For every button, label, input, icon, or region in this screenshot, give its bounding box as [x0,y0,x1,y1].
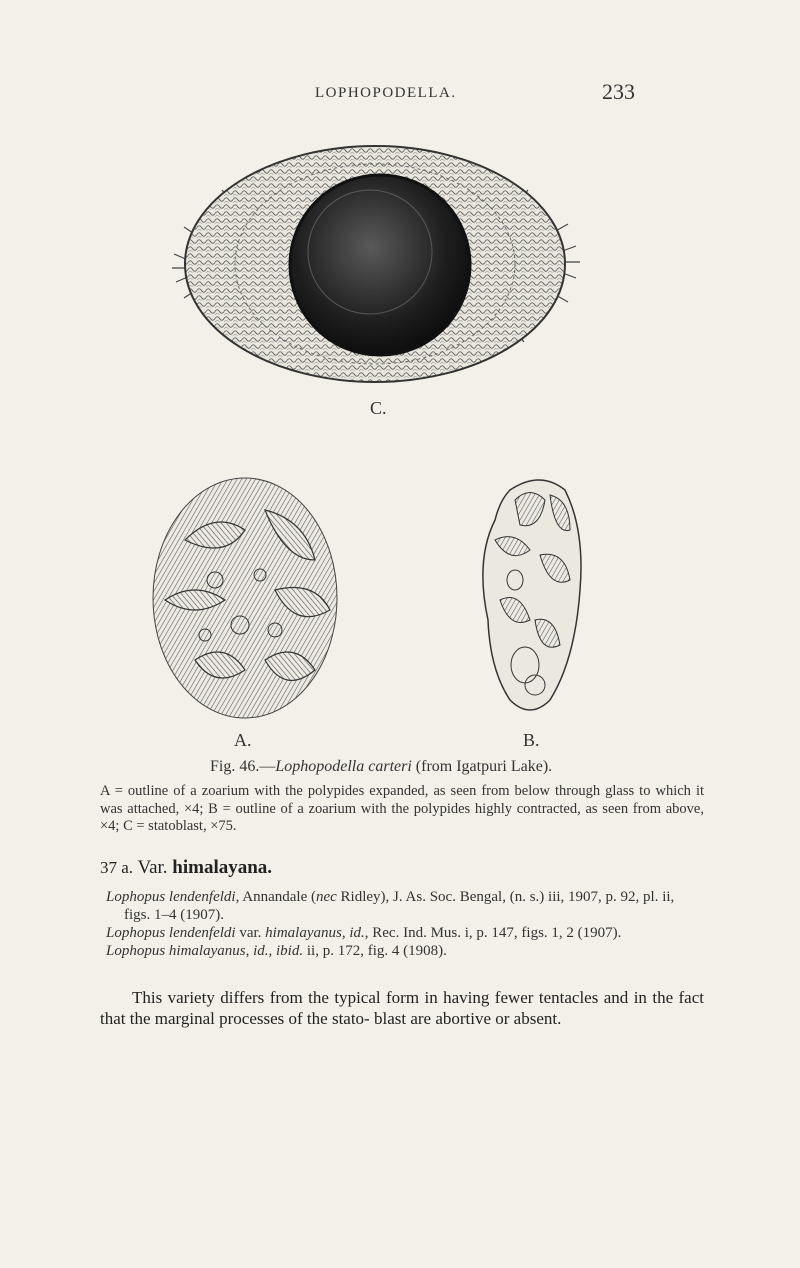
figure-a-zoarium-expanded [145,470,345,730]
ref-nec: nec [315,889,337,905]
ref-species: Lophopus himalayanus, id., ibid. [106,943,304,959]
ref-rest: , Rec. Ind. Mus. i, p. 147, figs. 1, 2 (1907). [364,925,622,941]
section-var-label: Var. [133,857,173,878]
running-head: LOPHOPODELLA. [315,85,457,101]
ref-rest: Ridley), J. As. Soc. Bengal, (n. s.) iii, 1907, p. 92, pl. ii, figs. 1–4 (1907). [124,889,675,923]
figure-c-statoblast [170,140,590,390]
figure-label-b: B. [523,730,540,750]
caption-suffix: (from Igatpuri Lake). [411,758,553,775]
ref-text: , Annandale ( [235,889,316,905]
section-number: 37 a. [100,858,134,877]
synonymy-entry-1 [100,888,700,924]
ref-var: himalayanus, id. [265,925,365,941]
figure-caption-body: A = outline of a zoarium with the polypides expanded, as seen from below through glass to which it was attached, ×4; B = outline of a zoarium with the polypides highly contracted, as seen from above, ×4; C = statoblast, ×75. [100,783,704,834]
figure-label-c: C. [370,398,387,418]
figure-label-a: A. [234,730,252,750]
synonymy-entry-3 [100,942,700,960]
statoblast-capsule [290,175,470,355]
figure-b-zoarium-contracted [470,470,590,720]
ref-species: Lophopus lendenfeldi [106,925,236,941]
caption-prefix: Fig. 46.— [210,758,276,775]
ref-species: Lophopus lendenfeldi [106,889,236,905]
body-paragraph: This variety differs from the typical form in having fewer tentacles and in the fact that the marginal processes of the stato- blast are abortive or absent. [100,988,704,1028]
synonymy-entry-2 [100,924,700,942]
ref-text: var. [235,925,266,941]
synonymy-list [100,888,700,960]
figure-caption-title [210,758,730,776]
section-heading [100,857,600,879]
section-name: himalayana. [172,857,273,878]
page-header [0,79,800,115]
ref-rest: ii, p. 172, fig. 4 (1908). [303,943,447,959]
caption-species: Lophopodella carteri [275,758,412,775]
page-number: 233 [602,79,635,104]
